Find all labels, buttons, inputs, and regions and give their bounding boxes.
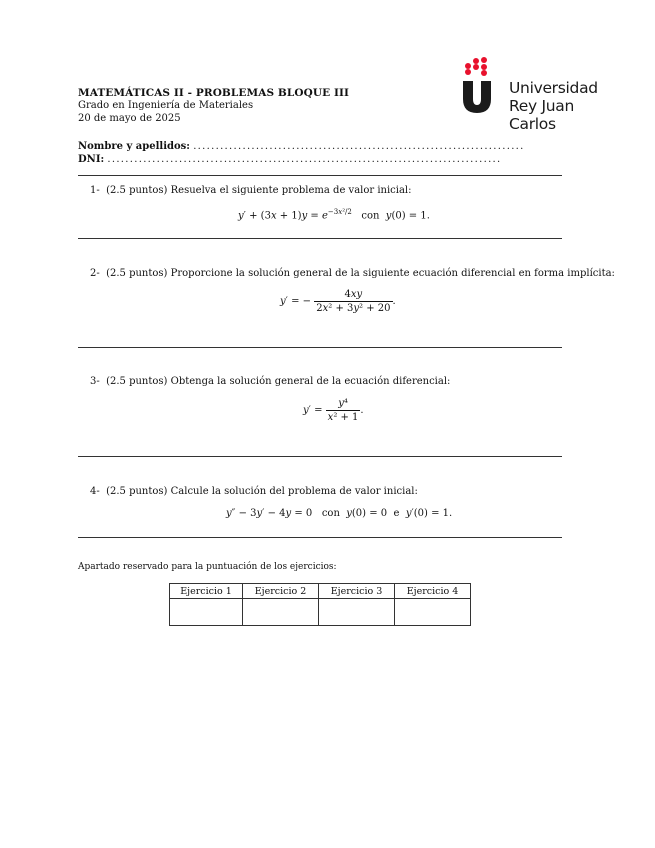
score-cell[interactable] bbox=[395, 599, 471, 626]
score-cell[interactable] bbox=[243, 599, 319, 626]
name-dots: .......................................................................... bbox=[193, 141, 525, 152]
con-text: con bbox=[321, 508, 340, 519]
score-header: Ejercicio 1 bbox=[170, 584, 243, 599]
problem-points: (2.5 puntos) bbox=[106, 268, 168, 279]
problem-points: (2.5 puntos) bbox=[106, 486, 168, 497]
dni-field[interactable] bbox=[78, 154, 562, 165]
problem-number: 1- bbox=[90, 185, 100, 196]
problem-number: 4- bbox=[90, 486, 100, 497]
divider bbox=[78, 537, 562, 538]
con-text: con bbox=[361, 210, 380, 222]
name-label: Nombre y apellidos: bbox=[78, 141, 191, 152]
divider bbox=[78, 238, 562, 239]
problem-text: Calcule la solución del problema de valor inicial: bbox=[170, 486, 418, 497]
problem-text: Obtenga la solución general de la ecuación diferencial: bbox=[170, 376, 451, 387]
exp-base: e bbox=[321, 210, 328, 222]
problem-1-equation: $y' + (3x + 1)y = e^{-3x^2/2}$ con y(0) = 1. bbox=[238, 208, 430, 222]
dni-dots: ........................................................................................ bbox=[107, 154, 502, 165]
logo-university-text: Universidad bbox=[509, 79, 598, 97]
problem-3-statement bbox=[90, 376, 450, 387]
score-header: Ejercicio 3 bbox=[319, 584, 395, 599]
score-header: Ejercicio 2 bbox=[243, 584, 319, 599]
problem-4-statement bbox=[90, 486, 418, 497]
problem-2-equation: y′ = − $\frac{4xy}{\text{2x² + 3y² + 20}}$ . bbox=[280, 289, 396, 314]
problem-number: 3- bbox=[90, 376, 100, 387]
problem-4-equation: y″ − 3y′ − 4y = 0 con y(0) = 0 e y′(0) = 1. bbox=[226, 508, 453, 519]
document-title: MATEMÁTICAS II - PROBLEMAS BLOQUE III bbox=[78, 87, 350, 99]
problem-points: (2.5 puntos) bbox=[106, 376, 168, 387]
divider bbox=[78, 456, 562, 457]
problem-1-statement bbox=[90, 185, 412, 196]
problem-number: 2- bbox=[90, 268, 100, 279]
score-cell[interactable] bbox=[170, 599, 243, 626]
score-table bbox=[169, 583, 471, 626]
divider bbox=[78, 175, 562, 176]
divider bbox=[78, 347, 562, 348]
exam-date: 20 de mayo de 2025 bbox=[78, 113, 181, 124]
name-field[interactable] bbox=[78, 141, 562, 152]
degree-name: Grado en Ingeniería de Materiales bbox=[78, 100, 254, 111]
university-logo bbox=[461, 57, 621, 133]
urjc-emblem-icon bbox=[461, 57, 507, 117]
dni-label: DNI: bbox=[78, 154, 105, 165]
problem-points: (2.5 puntos) bbox=[106, 185, 168, 196]
problem-text: Resuelva el siguiente problema de valor inicial: bbox=[170, 185, 412, 196]
problem-text: Proporcione la solución general de la siguiente ecuación diferencial en forma implícita: bbox=[170, 268, 615, 279]
problem-3-equation: y′ = $\frac{\text{y⁴}}{\text{x² + 1}}$ . bbox=[303, 398, 364, 423]
score-reserved-text: Apartado reservado para la puntuación de los ejercicios: bbox=[78, 562, 337, 572]
score-header: Ejercicio 4 bbox=[395, 584, 471, 599]
problem-2-statement bbox=[90, 268, 615, 279]
score-cell[interactable] bbox=[319, 599, 395, 626]
logo-name-text: Rey Juan Carlos bbox=[509, 97, 575, 133]
